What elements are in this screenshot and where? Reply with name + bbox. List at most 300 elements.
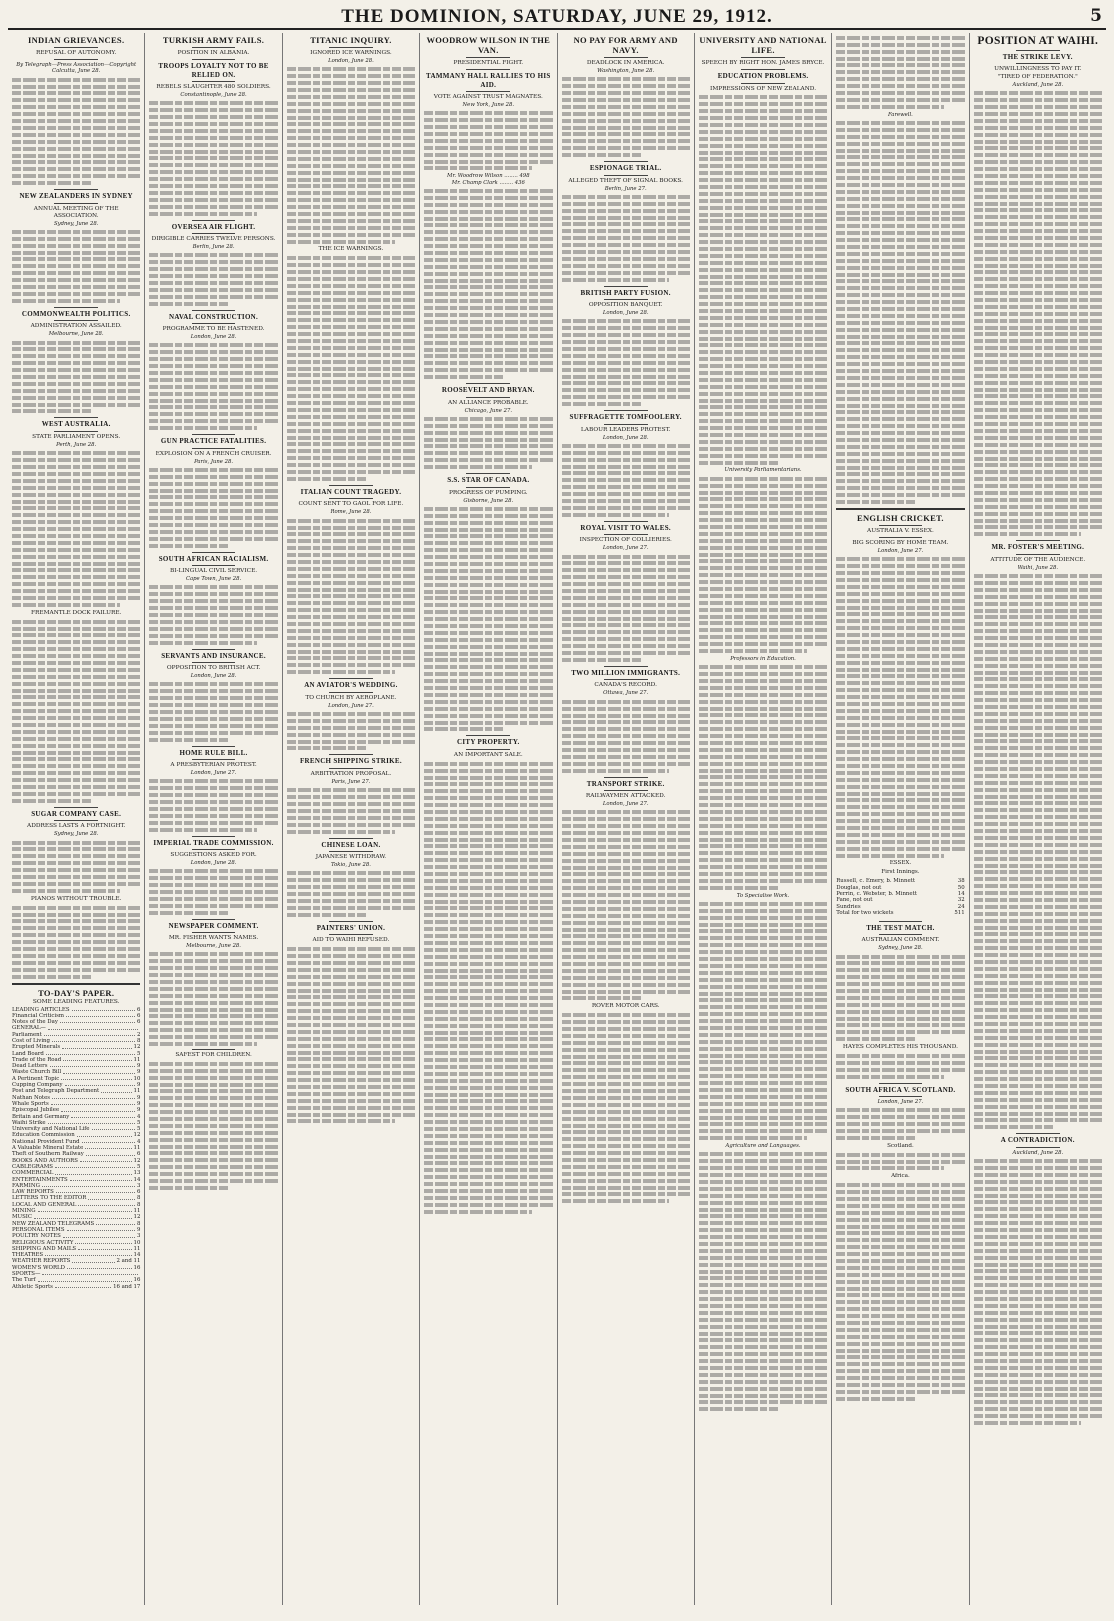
index-page: 16 and 17 — [113, 1283, 141, 1290]
score-batsman: Russell, c. Emery, b. Minnett — [836, 878, 915, 885]
index-page: 8 — [136, 1201, 141, 1208]
dateline: Rome, June 28. — [330, 509, 372, 516]
index-label: LEADING ARTICLES — [12, 1006, 70, 1013]
headline: AN AVIATOR'S WEDDING. — [304, 681, 398, 690]
index-label: CABLEGRAMS — [12, 1163, 53, 1170]
headline: WOODROW WILSON IN THE VAN. — [426, 35, 551, 55]
article-body — [974, 1159, 1102, 1425]
index-label: Cost of Living — [12, 1038, 50, 1044]
headline: SERVANTS AND INSURANCE. — [161, 651, 266, 660]
article-body — [12, 341, 140, 414]
section-heading: Professors in Education. — [730, 655, 796, 662]
columns — [8, 33, 1106, 1605]
subhead: SUGGESTIONS ASKED FOR. — [170, 852, 257, 859]
headline: ROOSEVELT AND BRYAN. — [441, 386, 535, 395]
index-label: LAW REPORTS — [12, 1189, 54, 1196]
article-university-national-life — [699, 35, 827, 1411]
index-label: SHIPPING AND MAILS — [12, 1245, 77, 1252]
index-label: SPORTS— — [12, 1270, 41, 1277]
dateline: London, June 27. — [602, 801, 649, 808]
column-4 — [420, 33, 557, 1605]
article-woodrow-wilson — [424, 35, 552, 379]
subhead: FREMANTLE DOCK FAILURE. — [30, 609, 122, 616]
dateline: Calcutta, June 28. — [52, 68, 101, 75]
dateline: London, June 27. — [602, 545, 649, 552]
subhead: COUNT SENT TO GAOL FOR LIFE. — [298, 501, 404, 508]
article-body — [836, 36, 964, 109]
index-label: Theft of Southern Railway — [12, 1151, 84, 1158]
article-body — [287, 712, 415, 750]
index-page: 14 — [133, 1252, 141, 1259]
dateline: London, June 27. — [877, 1099, 924, 1106]
article-body — [836, 955, 964, 1042]
index-page: 5 — [136, 1119, 141, 1126]
headline: SOUTH AFRICAN RACIALISM. — [158, 554, 269, 563]
index-label: Education Commission — [12, 1132, 75, 1139]
dateline: Chicago, June 27. — [464, 407, 513, 414]
article-no-pay-army-navy — [562, 35, 690, 157]
index-label: PERSONAL ITEMS — [12, 1226, 65, 1233]
dateline: Paris, June 27. — [331, 778, 371, 785]
headline-2: TROOPS LOYALTY NOT TO BE RELIED ON. — [158, 62, 269, 79]
dateline: London, June 27. — [190, 770, 237, 776]
article-university-continued — [836, 36, 964, 504]
headline: FRENCH SHIPPING STRIKE. — [299, 757, 402, 766]
advert-heading: PIANOS WITHOUT TROUBLE. — [30, 895, 122, 902]
headline: SUFFRAGETTE TOMFOOLERY. — [569, 413, 682, 422]
scorecard-team: ESSEX. — [889, 860, 912, 867]
vote-tally-2: Mr. Champ Clark ........ 436 — [451, 179, 525, 186]
headline: ENGLISH CRICKET. — [857, 512, 944, 523]
index-page: 5 — [136, 1163, 141, 1170]
index-label: Nathan Notes — [12, 1094, 51, 1101]
subhead: DEADLOCK IN AMERICA. — [586, 60, 665, 66]
article-gun-practice — [149, 434, 277, 548]
index-page: 8 — [136, 1220, 141, 1227]
subhead: REFUSAL OF AUTONOMY. — [36, 50, 117, 56]
score-runs: 14 — [957, 891, 965, 898]
index-page: 3 — [136, 1233, 141, 1240]
article-naval-construction — [149, 310, 277, 430]
index-page: 9 — [136, 1082, 141, 1089]
article-newspaper-comment — [149, 919, 277, 1190]
subhead: AUSTRALIAN COMMENT. — [861, 937, 940, 944]
headline: WEST AUSTRALIA. — [41, 420, 111, 429]
index-page: 9 — [136, 1069, 141, 1076]
index-page: 12 — [133, 1044, 141, 1051]
subhead-2: THE ICE WARNINGS. — [318, 246, 384, 253]
todays-paper-index — [12, 988, 140, 1290]
article-body — [974, 91, 1102, 536]
article-new-zealanders-sydney — [12, 189, 140, 303]
index-page: 9 — [136, 1100, 141, 1107]
article-sugar-company — [12, 807, 140, 979]
subhead: A PRESBYTERIAN PROTEST. — [170, 762, 257, 768]
index-label: Parliament — [12, 1031, 42, 1038]
article-body — [287, 788, 415, 833]
index-label: WEATHER REPORTS — [12, 1258, 71, 1265]
advert-heading: SAFEST FOR CHILDREN. — [175, 1051, 252, 1058]
headline: S.S. STAR OF CANADA. — [447, 476, 530, 485]
index-page: 11 — [133, 1208, 141, 1215]
scorecard-innings: First Innings. — [881, 869, 920, 876]
index-label: NEW ZEALAND TELEGRAMS — [12, 1220, 95, 1227]
subhead: CANADA'S RECORD. — [594, 682, 657, 689]
article-position-at-waihi — [974, 35, 1102, 536]
article-body — [149, 869, 277, 914]
dateline: Melbourne, June 28. — [186, 943, 241, 950]
section-heading: To Specialise Work. — [736, 892, 790, 899]
index-page: 11 — [133, 1245, 141, 1252]
headline: CITY PROPERTY. — [457, 738, 520, 747]
score-batsman: Perrin, c. Webster, b. Minnett — [836, 891, 917, 898]
index-page: 16 — [133, 1277, 141, 1284]
index-label: ENTERTAINMENTS — [12, 1176, 68, 1183]
article-royal-visit-wales — [562, 521, 690, 662]
article-mr-fosters-meeting — [974, 540, 1102, 1129]
subhead-2: VOTE AGAINST TRUST MAGNATES. — [433, 94, 543, 100]
article-painters-union — [287, 921, 415, 1124]
article-body — [836, 121, 964, 504]
article-body — [562, 195, 690, 282]
dateline: Sydney, June 28. — [53, 831, 99, 838]
index-label: COMMERCIAL — [12, 1170, 54, 1177]
index-label: RELIGIOUS ACTIVITY — [12, 1239, 74, 1246]
subhead: EXPLOSION ON A FRENCH CRUISER. — [155, 450, 272, 457]
index-label: BOOKS AND AUTHORS — [12, 1157, 78, 1164]
headline-2: TAMMANY HALL RALLIES TO HIS AID. — [426, 72, 551, 89]
article-star-of-canada — [424, 473, 552, 731]
score-batsman: Fane, not out — [836, 897, 873, 904]
article-indian-grievances — [12, 35, 140, 185]
headline: SOUTH AFRICA V. SCOTLAND. — [845, 1085, 956, 1094]
scorecard — [836, 1143, 964, 1150]
score-runs: 32 — [957, 897, 965, 904]
headline-2: EDUCATION PROBLEMS. — [717, 72, 809, 80]
subhead: POSITION IN ALBANIA. — [177, 50, 250, 56]
article-body — [699, 665, 827, 890]
article-body — [149, 682, 277, 741]
article-body — [287, 67, 415, 243]
article-city-property — [424, 735, 552, 1213]
column-1 — [8, 33, 145, 1605]
scorecard — [836, 1173, 964, 1180]
article-english-cricket — [836, 513, 964, 917]
subhead: SOME LEADING FEATURES. — [32, 998, 120, 1005]
index-label: The Turf — [12, 1277, 36, 1284]
article-body — [836, 1183, 964, 1401]
article-body — [424, 762, 552, 1214]
index-label: A Valuable Mineral Estate — [12, 1145, 84, 1152]
dateline: New York, June 28. — [462, 102, 515, 108]
index-page: 9 — [136, 1107, 141, 1114]
index-label: GENERAL— — [12, 1025, 46, 1032]
headline: HOME RULE BILL. — [179, 748, 248, 757]
article-body — [836, 1054, 964, 1079]
headline: TO-DAY'S PAPER. — [38, 987, 115, 998]
article-body — [12, 230, 140, 303]
headline: NEWSPAPER COMMENT. — [168, 921, 259, 930]
article-suffragette — [562, 410, 690, 517]
index-label: FARMING — [12, 1182, 40, 1189]
article-body — [562, 77, 690, 157]
index-page: 9 — [136, 1094, 141, 1101]
subhead: ANNUAL MEETING OF THE ASSOCIATION. — [33, 205, 119, 219]
article-body — [424, 111, 552, 170]
subhead: PROGRESS OF PUMPING. — [448, 489, 528, 496]
dateline: London, June 27. — [877, 547, 924, 554]
index-page: 12 — [133, 1157, 141, 1164]
section-heading: Farewell. — [887, 111, 913, 118]
article-body — [12, 620, 140, 803]
article-italian-count — [287, 485, 415, 674]
article-body — [149, 779, 277, 831]
subhead: INSPECTION OF COLLIERIES. — [579, 537, 672, 544]
index-label: Erupted Minerals — [12, 1044, 61, 1051]
headline: OVERSEA AIR FLIGHT. — [171, 222, 256, 231]
index-label: Notes of the Day — [12, 1019, 58, 1026]
index-page: 2 — [136, 1031, 141, 1038]
section-heading: Agriculture and Languages. — [725, 1143, 801, 1150]
index-label: Dead Letters — [12, 1063, 48, 1070]
headline: NEW ZEALANDERS IN SYDNEY — [19, 192, 133, 201]
article-transport-strike — [562, 777, 690, 1204]
column-8 — [970, 33, 1106, 1605]
article-french-shipping — [287, 754, 415, 833]
headline: TITANIC INQUIRY. — [310, 35, 392, 45]
advert-body — [149, 1062, 277, 1190]
subhead: JAPANESE WITHDRAW. — [315, 854, 387, 861]
dateline: London, June 27. — [328, 702, 374, 709]
index-label: National Provident Fund — [12, 1138, 80, 1145]
article-body — [699, 95, 827, 464]
vote-tally-1: Mr. Woodrow Wilson ........ 498 — [447, 173, 530, 180]
dateline: London, June 28. — [190, 673, 237, 680]
article-south-africa-scotland — [836, 1083, 964, 1401]
article-body — [562, 444, 690, 517]
headline: ITALIAN COUNT TRAGEDY. — [300, 487, 402, 496]
article-west-australia — [12, 417, 140, 802]
article-british-party-fusion — [562, 286, 690, 406]
article-body — [424, 417, 552, 469]
index-label: Athletic Sports — [12, 1283, 53, 1290]
dateline: London, June 28. — [328, 58, 374, 64]
article-body — [149, 253, 277, 305]
subhead: TO CHURCH BY AEROPLANE. — [305, 694, 397, 701]
score-runs: 24 — [957, 903, 965, 910]
index-page: 6 — [136, 1151, 141, 1158]
index-label: Episcopal Jubilee — [12, 1107, 60, 1114]
page-number: 5 — [1090, 6, 1102, 26]
headline: THE TEST MATCH. — [866, 923, 935, 932]
index-page: 11 — [133, 1056, 141, 1063]
headline: MR. FOSTER'S MEETING. — [991, 543, 1085, 552]
article-body — [699, 477, 827, 653]
article-test-match — [836, 921, 964, 1079]
headline: GUN PRACTICE FATALITIES. — [160, 437, 267, 446]
dateline: London, June 28. — [602, 434, 649, 441]
index-label: MUSIC — [12, 1214, 33, 1221]
index-row — [12, 1284, 140, 1290]
headline: TWO MILLION IMMIGRANTS. — [571, 668, 681, 677]
article-body — [562, 700, 690, 773]
index-label: Waste Church Bill — [12, 1069, 62, 1076]
score-batsman: Sundries — [836, 903, 861, 910]
dateline: Constantinople, June 28. — [180, 92, 247, 98]
index-page: 9 — [136, 1063, 141, 1070]
article-body — [287, 256, 415, 481]
article-body — [287, 871, 415, 916]
index-page: 3 — [136, 1182, 141, 1189]
dateline: London, June 28. — [602, 310, 649, 317]
article-body — [836, 1153, 964, 1171]
article-body — [836, 1108, 964, 1140]
index-page: 6 — [136, 1189, 141, 1196]
newspaper-page — [8, 6, 1106, 1607]
score-batsman: Douglas, not out — [836, 884, 882, 891]
article-body — [149, 952, 277, 1046]
subhead: MR. FISHER WANTS NAMES. — [168, 935, 259, 942]
headline: TRANSPORT STRIKE. — [586, 779, 665, 788]
score-runs: 511 — [954, 910, 965, 917]
article-body — [562, 319, 690, 406]
headline: INDIAN GRIEVANCES. — [27, 35, 125, 45]
index-label: POULTRY NOTES — [12, 1233, 61, 1240]
headline: CHINESE LOAN. — [321, 840, 381, 849]
column-2 — [145, 33, 282, 1605]
index-page: 6 — [136, 1012, 141, 1019]
headline: NAVAL CONSTRUCTION. — [169, 312, 259, 321]
headline: NO PAY FOR ARMY AND NAVY. — [573, 35, 678, 55]
dateline: Berlin, June 28. — [192, 244, 235, 251]
article-espionage-trial — [562, 161, 690, 281]
article-body — [562, 810, 690, 1000]
subhead: PRESIDENTIAL FIGHT. — [453, 60, 524, 66]
index-label: Financial Criticism — [12, 1012, 64, 1019]
scorecard-rows — [836, 878, 964, 916]
index-page: 4 — [136, 1113, 141, 1120]
subhead: OPPOSITION TO BRITISH ACT. — [166, 665, 261, 672]
subhead: OPPOSITION BANQUET. — [588, 302, 663, 309]
dateline: Washington, June 28. — [597, 68, 655, 74]
dateline: Ottawa, June 27. — [603, 690, 649, 697]
dateline: London, June 28. — [190, 860, 237, 867]
article-body — [149, 101, 277, 215]
article-home-rule-bill — [149, 746, 277, 832]
advert-body — [562, 1013, 690, 1203]
index-page: 8 — [136, 1195, 141, 1202]
dateline: Auckland, June 28. — [1012, 82, 1064, 88]
index-page: 14 — [133, 1176, 141, 1183]
index-label: Waihi Strike — [12, 1119, 46, 1126]
masthead — [8, 6, 1106, 30]
article-body — [287, 947, 415, 1123]
column-5 — [558, 33, 695, 1605]
article-aviators-wedding — [287, 678, 415, 750]
subhead-2: REBELS SLAUGHTER 480 SOLDIERS. — [156, 84, 271, 90]
article-south-african-racialism — [149, 552, 277, 645]
article-body — [424, 189, 552, 379]
index-page: 8 — [136, 1038, 141, 1044]
headline: SUGAR COMPANY CASE. — [31, 809, 122, 818]
advert-heading: ROVER MOTOR CARS. — [591, 1003, 660, 1010]
dateline: Berlin, June 27. — [604, 185, 647, 192]
dateline: Paris, June 28. — [194, 458, 234, 465]
subhead: AID TO WAIHI REFUSED. — [312, 937, 390, 944]
scorecard-team: Scotland. — [887, 1142, 914, 1149]
index-page: 5 — [136, 1126, 141, 1133]
section-heading: University Parliamentarians. — [724, 467, 802, 474]
article-body — [12, 451, 140, 607]
index-label: LOCAL AND GENERAL — [12, 1201, 77, 1208]
headline: TURKISH ARMY FAILS. — [162, 35, 265, 45]
index-page: 6 — [136, 1019, 141, 1026]
scorecard-team: Africa. — [891, 1173, 910, 1180]
subhead-2: "TIRED OF FEDERATION." — [997, 74, 1078, 80]
dateline: Cape Town, June 28. — [185, 576, 242, 583]
headline: UNIVERSITY AND NATIONAL LIFE. — [699, 35, 827, 55]
article-two-million-immigrants — [562, 666, 690, 773]
index-page: 9 — [136, 1226, 141, 1233]
dateline: Perth, June 28. — [56, 441, 97, 448]
subhead: BI-LINGUAL CIVIL SERVICE. — [169, 568, 258, 575]
article-body — [149, 585, 277, 644]
index-page: 4 — [136, 1138, 141, 1145]
dateline: Sydney, June 28. — [53, 220, 99, 227]
article-body — [149, 468, 277, 548]
article-body — [974, 574, 1102, 1129]
article-body — [836, 557, 964, 857]
article-body — [699, 1152, 827, 1411]
dateline: Auckland, June 28. — [1012, 1149, 1064, 1156]
index-page: 12 — [133, 1214, 141, 1221]
article-body — [562, 555, 690, 662]
headline: PAINTERS' UNION. — [316, 923, 386, 932]
index-label: Land Board — [12, 1050, 44, 1057]
article-turkish-army — [149, 35, 277, 216]
advert-body — [12, 906, 140, 979]
headline: POSITION AT WAIHI. — [977, 35, 1099, 47]
subhead-2: BIG SCORING BY HOME TEAM. — [852, 539, 949, 546]
dateline: London, June 28. — [190, 334, 237, 341]
index-label: Whale Sports — [12, 1100, 49, 1107]
index-label: MINING — [12, 1208, 36, 1215]
subhead: STATE PARLIAMENT OPENS. — [32, 433, 121, 440]
dateline: Gisborne, June 28. — [463, 497, 514, 504]
dateline: Melbourne, June 28. — [48, 331, 104, 338]
index-label: University and National Life — [12, 1126, 90, 1133]
subhead-2: IMPRESSIONS OF NEW ZEALAND. — [710, 85, 817, 92]
index-page: 13 — [133, 1170, 141, 1177]
headline: COMMONWEALTH POLITICS. — [21, 309, 131, 318]
headline: ROYAL VISIT TO WALES. — [580, 523, 671, 532]
byline: By Telegraph—Press Association—Copyright — [16, 62, 137, 68]
column-3 — [283, 33, 420, 1605]
article-roosevelt-bryan — [424, 383, 552, 469]
index-page: 11 — [133, 1145, 141, 1152]
article-body — [287, 519, 415, 675]
index-label: Trade of the Road — [12, 1056, 62, 1063]
subhead: PROGRAMME TO BE HASTENED. — [162, 326, 265, 333]
subhead: AN IMPORTANT SALE. — [453, 751, 523, 758]
article-body — [699, 902, 827, 1140]
dateline: Sydney, June 28. — [878, 945, 923, 952]
score-row — [836, 910, 964, 916]
dateline: Tokio, June 28. — [330, 862, 371, 869]
subhead: RAILWAYMEN ATTACKED. — [585, 793, 666, 800]
index-label: WOMEN'S WORLD — [12, 1264, 65, 1271]
column-7 — [832, 33, 969, 1605]
